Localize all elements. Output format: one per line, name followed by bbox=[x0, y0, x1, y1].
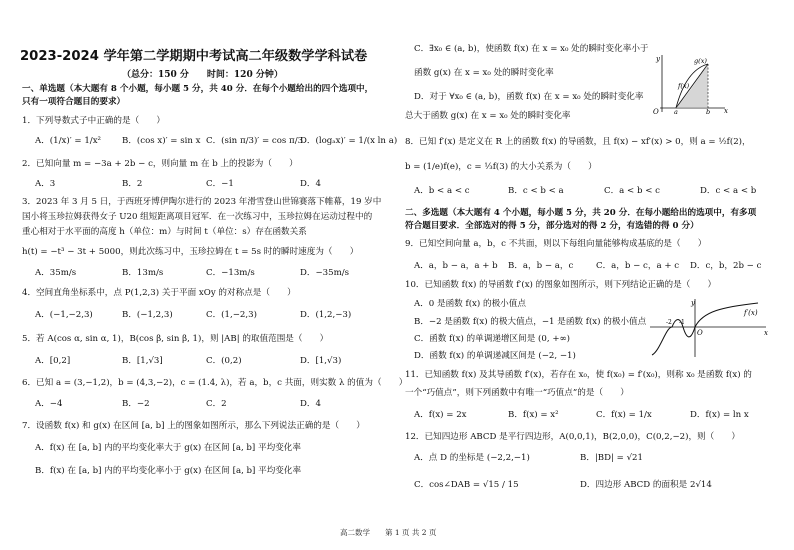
q9-option-d: D．c，b，2b − c bbox=[690, 261, 762, 271]
q2-stem: 2．已知向量 m = −3a + 2b − c，则向量 m 在 b 上的投影为（ ） bbox=[22, 159, 298, 169]
q10-label-y: y bbox=[691, 299, 695, 307]
q5-option-c: C．(0,2) bbox=[206, 356, 242, 366]
q1-stem: 1．下列导数式子中正确的是（ ） bbox=[22, 116, 165, 126]
q11-stem-cont: 一个“巧值点”，则下列函数中有唯一“巧值点”的是（ ） bbox=[405, 388, 629, 398]
q2-option-b: B．2 bbox=[122, 179, 143, 189]
q3-line1: 3．2023 年 3 月 5 日，于西班牙博伊陶尔进行的 2023 年滑雪登山世锦赛落下帷幕，19 岁中 bbox=[22, 197, 382, 207]
q3-line3: 重心相对于水平面的高度 h（单位：m）与时间 t（单位：s）存在函数关系 bbox=[22, 227, 307, 237]
q7-option-b: B．f(x) 在 [a, b] 内的平均变化率小于 g(x) 在区间 [a, b] 平均变化率 bbox=[35, 466, 302, 476]
q3-option-c: C．−13m/s bbox=[206, 268, 255, 278]
q4-option-a: A．(−1,−2,3) bbox=[35, 310, 93, 320]
section2-heading: 二、多选题（本大题有 4 个小题，每小题 5 分，共 20 分．在每小题给出的选项中，有多项 bbox=[405, 208, 757, 218]
q8-option-c: C．a < b < c bbox=[604, 186, 660, 196]
q12-stem: 12．已知四边形 ABCD 是平行四边形，A(0,0,1)，B(2,0,0)，C(0,2,−2)，则（ ） bbox=[405, 432, 741, 442]
q7-option-a: A．f(x) 在 [a, b] 内的平均变化率大于 g(x) 在区间 [a, b] 平均变化率 bbox=[35, 443, 301, 453]
q7-label-f: f(x) bbox=[678, 82, 690, 90]
q1-option-a: A．(1/x)′ = 1/x² bbox=[35, 136, 101, 146]
q7-graph bbox=[650, 52, 730, 114]
q10-option-b: B．−2 是函数 f(x) 的极大值点，−1 是函数 f(x) 的极小值点 bbox=[414, 317, 647, 327]
q2-option-a: A．3 bbox=[35, 179, 56, 189]
q10-option-d: D．函数 f(x) 的单调递减区间是 (−2, −1) bbox=[414, 351, 576, 361]
q7-label-g: g(x) bbox=[694, 57, 707, 65]
q11-option-c: C．f(x) = 1/x bbox=[596, 410, 652, 420]
q4-stem: 4．空间直角坐标系中，点 P(1,2,3) 关于平面 xOy 的对称点是（ ） bbox=[22, 288, 296, 298]
q1-option-d: D．(logₐx)′ = 1/(x ln a) bbox=[300, 136, 398, 146]
q4-option-b: B．(−1,2,3) bbox=[122, 310, 173, 320]
q7-label-x: x bbox=[724, 107, 728, 114]
q7-label-b: b bbox=[706, 108, 711, 114]
q7-label-origin: O bbox=[653, 108, 659, 114]
q6-option-c: C．2 bbox=[206, 399, 227, 409]
q6-option-a: A．−4 bbox=[35, 399, 63, 409]
q8-option-a: A．b < a < c bbox=[414, 186, 470, 196]
q12-option-a: A．点 D 的坐标是 (−2,2,−1) bbox=[414, 453, 530, 463]
q8-option-d: D．c < a < b bbox=[700, 186, 757, 196]
q7-option-d-line1: D．对于 ∀x₀ ∈ (a, b)，函数 f(x) 在 x = x₀ 处的瞬时变化率 bbox=[414, 92, 644, 102]
section2-heading-cont: 符合题目要求．全部选对的得 5 分，部分选对的得 2 分，有选错的得 0 分） bbox=[405, 221, 699, 231]
q5-option-b: B．[1,√3] bbox=[122, 356, 163, 366]
q11-stem: 11．已知函数 f(x) 及其导函数 f′(x)，若存在 x₀，使 f(x₀) = f′(x₀)，则称 x₀ 是函数 f(x) 的 bbox=[405, 370, 752, 380]
q7-option-d-line2: 总大于函数 g(x) 在 x = x₀ 处的瞬时变化率 bbox=[405, 111, 571, 121]
q2-option-d: D．4 bbox=[300, 179, 321, 189]
q7-option-c-line1: C．∃x₀ ∈ (a, b)，使函数 f(x) 在 x = x₀ 处的瞬时变化率小于 bbox=[414, 44, 649, 54]
q10-label-minus1: -1 bbox=[679, 319, 685, 326]
section1-heading: 一、单选题（本大题有 8 个小题，每小题 5 分，共 40 分．在每个小题给出的四个选项中， bbox=[22, 84, 374, 94]
q8-stem-cont: b = (1/e)f(e)，c = ⅓f(3) 的大小关系为（ ） bbox=[405, 162, 597, 172]
q9-option-b: B．a，b − a，c bbox=[508, 261, 574, 271]
q9-option-c: C．a，b − c，a + c bbox=[596, 261, 680, 271]
q1-option-b: B．(cos x)′ = sin x bbox=[122, 136, 201, 146]
q10-option-c: C．函数 f(x) 的单调递增区间是 (0, +∞) bbox=[414, 334, 571, 344]
q9-option-a: A．a，b − a，a + b bbox=[414, 261, 498, 271]
q10-curve-fprime bbox=[652, 303, 758, 355]
q8-stem: 8．已知 f′(x) 是定义在 R 上的函数 f(x) 的导函数，且 f(x) − xf′(x) > 0，则 a = ½f(2)， bbox=[405, 137, 751, 147]
q12-option-b: B．|BD| = √21 bbox=[580, 453, 643, 463]
page-footer: 高二数学 第 1 页 共 2 页 bbox=[340, 528, 437, 537]
q7-label-a: a bbox=[674, 108, 678, 114]
q3-option-d: D．−35m/s bbox=[300, 268, 350, 278]
q9-stem: 9．已知空间向量 a，b，c 不共面，则以下每组向量能够构成基底的是（ ） bbox=[405, 239, 707, 249]
q1-option-c: C．(sin π/3)′ = cos π/3 bbox=[206, 136, 304, 146]
q8-option-b: B．c < b < a bbox=[508, 186, 564, 196]
q5-option-a: A．[0,2] bbox=[35, 356, 71, 366]
q12-option-d: D．四边形 ABCD 的面积是 2√14 bbox=[580, 480, 712, 490]
q3-line2: 国小将玉珍拉姆获得女子 U20 组短距离项目冠军．在一次练习中，玉珍拉姆在运动过程中的 bbox=[22, 212, 373, 222]
q10-label-origin: O bbox=[697, 329, 703, 337]
q10-label-x: x bbox=[764, 329, 768, 337]
q10-label-fprime: f′(x) bbox=[744, 309, 758, 317]
q7-option-c-line2: 函数 g(x) 在 x = x₀ 处的瞬时变化率 bbox=[414, 68, 554, 78]
q3-option-a: A．35m/s bbox=[35, 268, 77, 278]
q10-stem: 10．已知函数 f(x) 的导函数 f′(x) 的图象如图所示，则下列结论正确的是（ ） bbox=[405, 280, 717, 290]
q6-stem: 6．已知 a = (3,−1,2)，b = (4,3,−2)，c = (1.4, λ)，若 a，b，c 共面，则实数 λ 的值为（ ） bbox=[22, 378, 408, 388]
q2-option-c: C．−1 bbox=[206, 179, 234, 189]
exam-title: 2023-2024 学年第二学期期中考试高二年级数学学科试卷 bbox=[20, 49, 368, 64]
q10-option-a: A．0 是函数 f(x) 的极小值点 bbox=[414, 299, 526, 309]
exam-subtitle: （总分：150 分 时间：120 分钟） bbox=[122, 70, 283, 80]
q11-option-b: B．f(x) = x² bbox=[508, 410, 559, 420]
q10-graph bbox=[648, 297, 770, 359]
q3-line4: h(t) = −t³ − 3t + 5000，则此次练习中，玉珍拉姆在 t = 5s 时的瞬时速度为（ ） bbox=[22, 247, 359, 257]
q12-option-c: C．cos∠DAB = √15 / 15 bbox=[414, 480, 519, 490]
q10-label-minus2: -2 bbox=[666, 319, 672, 326]
q4-option-c: C．(1,−2,3) bbox=[206, 310, 257, 320]
section1-heading-cont: 只有一项符合题目的要求） bbox=[22, 97, 126, 107]
q4-option-d: D．(1,2,−3) bbox=[300, 310, 352, 320]
q7-label-y: y bbox=[656, 55, 660, 63]
q11-option-d: D．f(x) = ln x bbox=[690, 410, 749, 420]
q5-stem: 5．若 A(cos α, sin α, 1)，B(cos β, sin β, 1)，则 |AB| 的取值范围是（ ） bbox=[22, 334, 329, 344]
q6-option-d: D．4 bbox=[300, 399, 321, 409]
q11-option-a: A．f(x) = 2x bbox=[414, 410, 467, 420]
q7-stem: 7．设函数 f(x) 和 g(x) 在区间 [a, b] 上的图象如图所示，那么下列说法正确的是（ ） bbox=[22, 421, 365, 431]
q3-option-b: B．13m/s bbox=[122, 268, 164, 278]
q5-option-d: D．[1,√3) bbox=[300, 356, 342, 366]
q6-option-b: B．−2 bbox=[122, 399, 150, 409]
